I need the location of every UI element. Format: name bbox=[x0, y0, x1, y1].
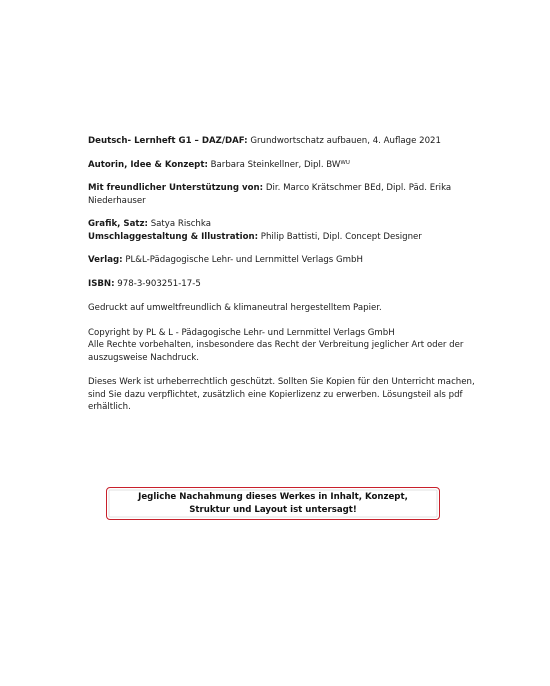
isbn-line bbox=[88, 278, 478, 291]
cover-label: Umschlaggestaltung & Illustration: bbox=[88, 231, 259, 242]
isbn-label: ISBN: bbox=[88, 278, 115, 289]
print-note: Gedruckt auf umweltfreundlich & klimaneutral hergestelltem Papier. bbox=[88, 303, 382, 313]
publisher-label: Verlag: bbox=[88, 255, 123, 265]
graphics-label: Grafik, Satz: bbox=[88, 219, 148, 229]
support-label: Mit freundlicher Unterstützung von: bbox=[88, 183, 264, 193]
author-value: Barbara Steinkellner, Dipl. BW bbox=[207, 159, 341, 170]
support-line bbox=[88, 182, 478, 207]
notice-line-2: Struktur und Layout ist untersagt! bbox=[189, 504, 357, 515]
graphics-value: Satya Rischka bbox=[147, 219, 211, 229]
protection-text: Dieses Werk ist urheberrechtlich geschützt. Sollten Sie Kopien für den Unterricht machen, sind Sie dazu verpflichtet, zusätzlich eine Kopierlizenz zu erwerben. Lösungsteil als pdf erhältlich. bbox=[88, 377, 475, 412]
cover-line bbox=[88, 231, 478, 244]
publisher-value: PL&L-Pädagogische Lehr- und Lernmittel Verlags GmbH bbox=[122, 255, 363, 265]
title-label: Deutsch- Lernheft G1 – DAZ/DAF: bbox=[88, 136, 248, 146]
imprint-content bbox=[88, 135, 478, 414]
rights-text: Alle Rechte vorbehalten, insbesondere das Recht der Verbreitung jeglicher Art oder der auszugsweise Nachdruck. bbox=[88, 340, 464, 363]
notice-line-1: Jegliche Nachahmung dieses Werkes in Inhalt, Konzept, bbox=[138, 492, 408, 502]
copyright-line: Copyright by PL & L - Pädagogische Lehr- und Lernmittel Verlags GmbH bbox=[88, 327, 395, 338]
title-value: Grundwortschatz aufbauen, 4. Auflage 2021 bbox=[247, 136, 441, 146]
author-label: Autorin, Idee & Konzept: bbox=[88, 159, 208, 170]
support-value: Dir. Marco Krätschmer BEd, Dipl. Päd. Erika Niederhauser bbox=[88, 183, 452, 206]
title-line bbox=[88, 135, 478, 148]
author-suffix: WU bbox=[340, 159, 350, 166]
copy-protection-notice bbox=[106, 487, 440, 520]
author-line bbox=[88, 159, 478, 172]
isbn-value: 978-3-903251-17-5 bbox=[114, 278, 201, 289]
graphics-line bbox=[88, 218, 478, 231]
publisher-line bbox=[88, 254, 478, 267]
cover-value: Philip Battisti, Dipl. Concept Designer bbox=[258, 231, 422, 242]
